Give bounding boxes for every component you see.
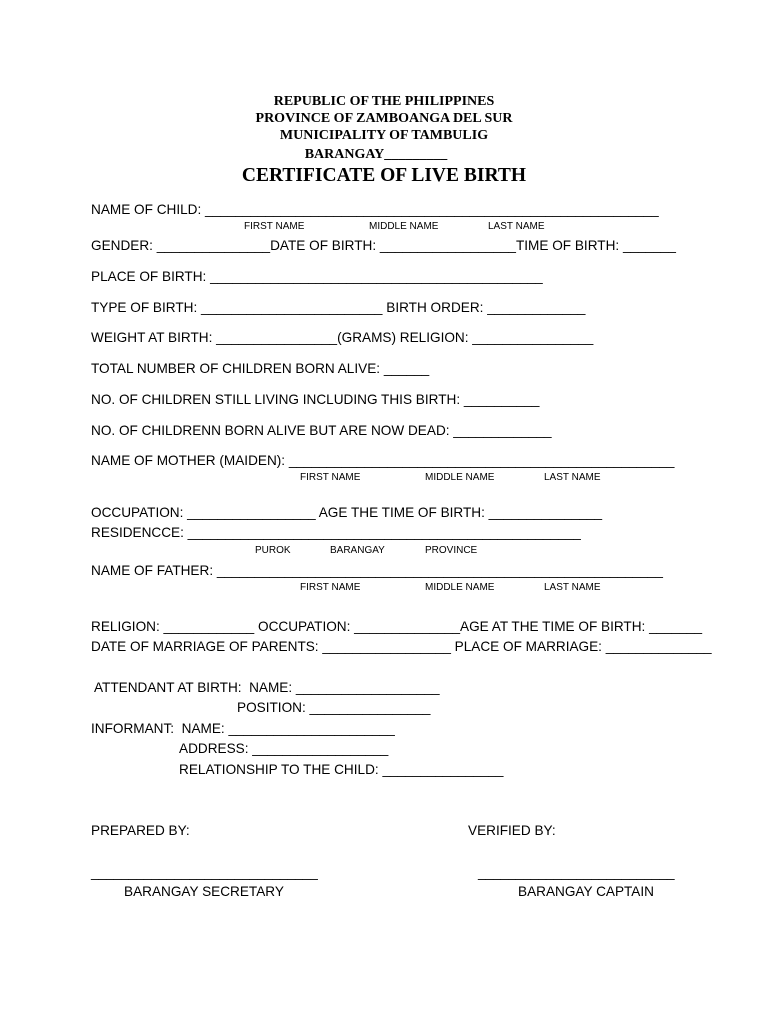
- still-living-line: NO. OF CHILDREN STILL LIVING INCLUDING THIS BIRTH: __________: [91, 392, 540, 407]
- barangay-caption: BARANGAY: [330, 545, 385, 556]
- father-first-name-caption: FIRST NAME: [300, 582, 361, 593]
- header-barangay: BARANGAY_________: [304, 147, 448, 162]
- place-of-birth-line: PLACE OF BIRTH: ____________________________________________: [91, 269, 543, 284]
- father-middle-name-caption: MIDDLE NAME: [425, 582, 495, 593]
- father-name-field: NAME OF FATHER: ___________________________________________________________: [91, 563, 663, 578]
- informant-relationship-line: RELATIONSHIP TO THE CHILD: ________________: [179, 762, 504, 777]
- header-republic: REPUBLIC OF THE PHILIPPINES: [273, 94, 495, 109]
- child-last-name-caption: LAST NAME: [488, 221, 545, 232]
- mother-middle-name-caption: MIDDLE NAME: [425, 472, 495, 483]
- header-province: PROVINCE OF ZAMBOANGA DEL SUR: [255, 111, 513, 126]
- header-municipality: MUNICIPALITY OF TAMBULIG: [279, 128, 489, 143]
- prepared-by-label: PREPARED BY:: [91, 823, 190, 838]
- attendant-position-line: POSITION: ________________: [237, 700, 431, 715]
- total-born-alive-line: TOTAL NUMBER OF CHILDREN BORN ALIVE: ______: [91, 361, 430, 376]
- captain-signature-line: __________________________: [478, 865, 675, 880]
- informant-address-line: ADDRESS: __________________: [179, 741, 389, 756]
- informant-name-line: INFORMANT: NAME: ______________________: [91, 721, 395, 736]
- attendant-name-line: ATTENDANT AT BIRTH: NAME: ___________________: [94, 680, 440, 695]
- mother-last-name-caption: LAST NAME: [544, 472, 601, 483]
- mother-first-name-caption: FIRST NAME: [300, 472, 361, 483]
- marriage-line: DATE OF MARRIAGE OF PARENTS: _________________ PLACE OF MARRIAGE: ______________: [91, 639, 712, 654]
- certificate-title: CERTIFICATE OF LIVE BIRTH: [241, 165, 527, 186]
- province-caption: PROVINCE: [425, 545, 478, 556]
- type-of-birth-line: TYPE OF BIRTH: ________________________ BIRTH ORDER: _____________: [91, 300, 586, 315]
- barangay-secretary-label: BARANGAY SECRETARY: [124, 884, 284, 899]
- barangay-captain-label: BARANGAY CAPTAIN: [518, 884, 654, 899]
- mother-name-field: NAME OF MOTHER (MAIDEN): ___________________________________________________: [91, 453, 675, 468]
- father-last-name-caption: LAST NAME: [544, 582, 601, 593]
- weight-religion-line: WEIGHT AT BIRTH: ________________(GRAMS) RELIGION: ________________: [91, 330, 594, 345]
- purok-caption: PUROK: [255, 545, 291, 556]
- child-middle-name-caption: MIDDLE NAME: [369, 221, 439, 232]
- child-first-name-caption: FIRST NAME: [244, 221, 305, 232]
- verified-by-label: VERIFIED BY:: [468, 823, 556, 838]
- now-dead-line: NO. OF CHILDRENN BORN ALIVE BUT ARE NOW DEAD: _____________: [91, 423, 552, 438]
- residence-line: RESIDENCCE: ____________________________________________________: [91, 525, 581, 540]
- child-name-field: NAME OF CHILD: ____________________________________________________________: [91, 202, 659, 217]
- father-religion-occupation-age-line: RELIGION: ____________ OCCUPATION: ______________AGE AT THE TIME OF BIRTH: _______: [91, 619, 703, 634]
- secretary-signature-line: ______________________________: [91, 865, 318, 880]
- gender-date-time-line: GENDER: _______________DATE OF BIRTH: __________________TIME OF BIRTH: _______: [91, 238, 676, 253]
- mother-occupation-age-line: OCCUPATION: _________________ AGE THE TIME OF BIRTH: _______________: [91, 505, 603, 520]
